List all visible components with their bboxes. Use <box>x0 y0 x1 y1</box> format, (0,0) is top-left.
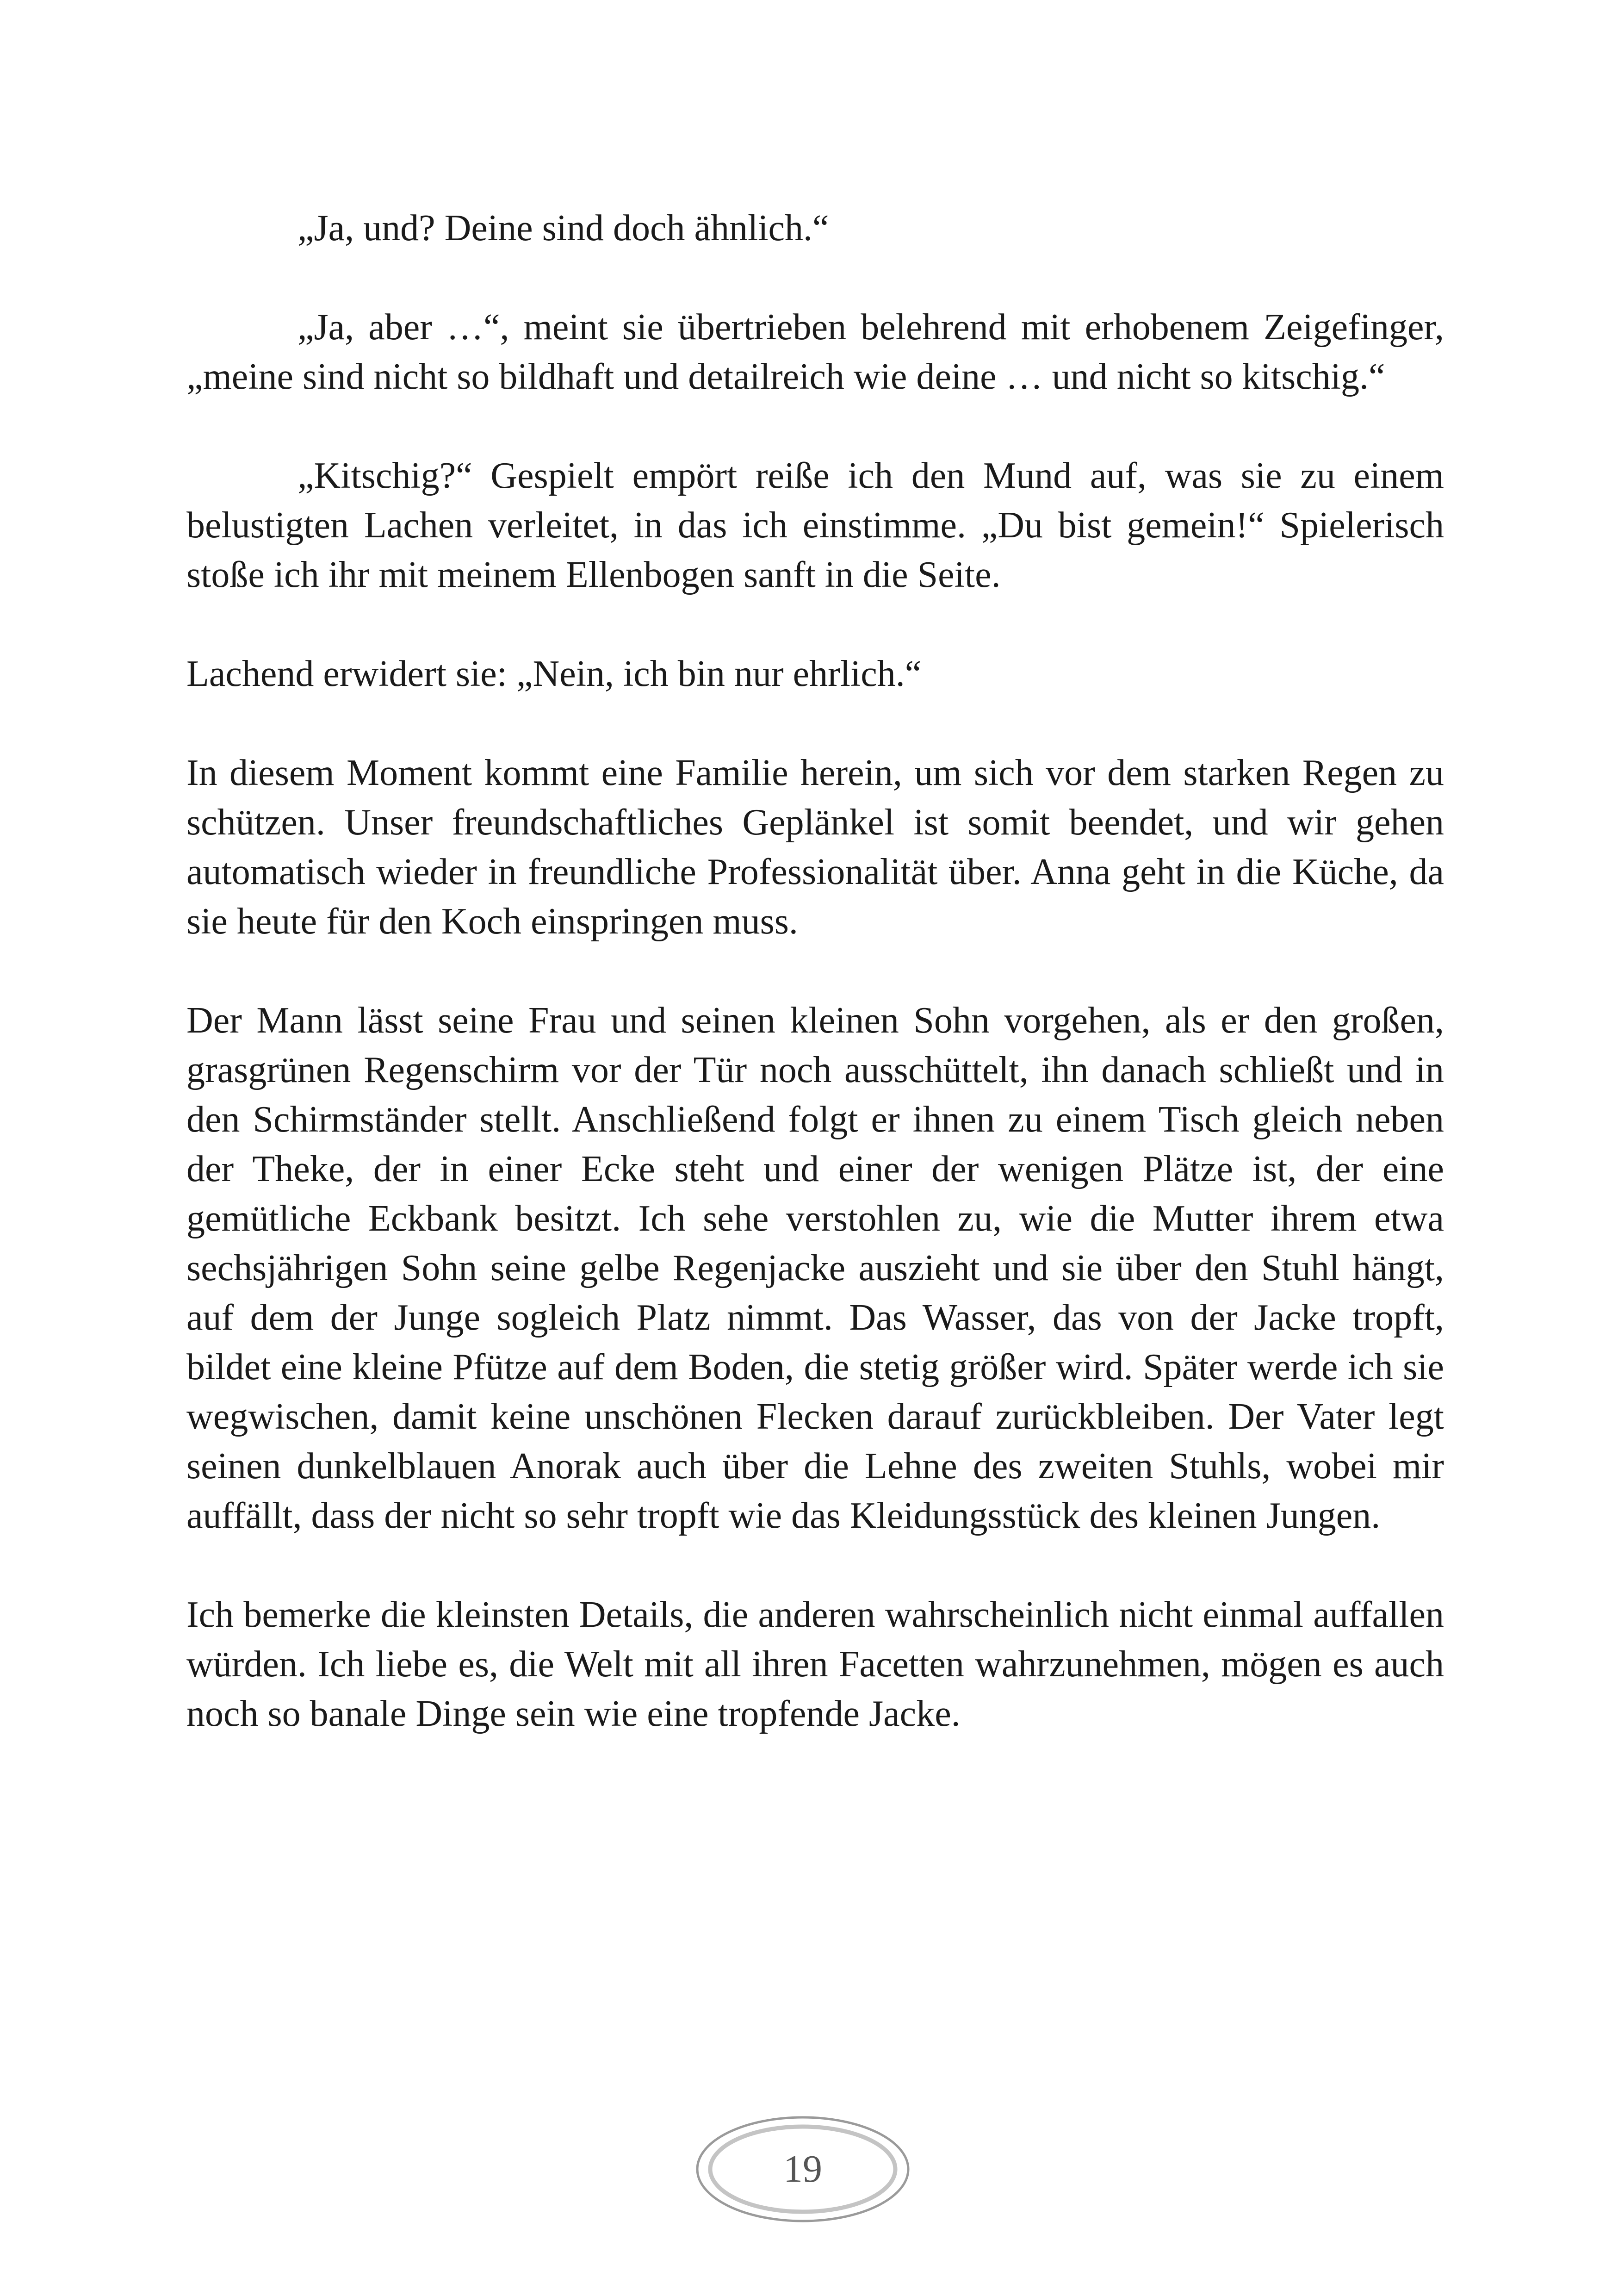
dialogue-paragraph: „Ja, aber …“, meint sie übertrieben belehrend mit erhobenem Zeigefinger, „meine sind nicht so bildhaft und detailreich wie deine … und nicht so kitschig.“ <box>186 307 1444 397</box>
body-paragraph: Der Mann lässt seine Frau und seinen kleinen Sohn vorgehen, als er den großen, grasgrünen Regenschirm vor der Tür noch ausschüttelt, ihn danach schließt und in den Schirmständer stellt. Anschließend folgt er ihnen zu einem Tisch gleich neben der Theke, der in einer Ecke steht und einer der wenigen Plätze ist, der eine gemütliche Eckbank besitzt. Ich sehe verstohlen zu, wie die Mutter ihrem etwa sechsjährigen Sohn seine gelbe Regenjacke auszieht und sie über den Stuhl hängt, auf dem der Junge sogleich Platz nimmt. Das Wasser, das von der Jacke tropft, bildet eine kleine Pfütze auf dem Boden, die stetig größer wird. Später werde ich sie wegwischen, damit keine unschönen Flecken darauf zurückbleiben. Der Vater legt seinen dunkelblauen Anorak auch über die Lehne des zweiten Stuhls, wobei mir auffällt, dass der nicht so sehr tropft wie das Kleidungsstück des kleinen Jungen. <box>186 1000 1444 1536</box>
page-number-badge <box>694 2115 911 2224</box>
page-body <box>186 204 1444 1739</box>
dialogue-paragraph: „Kitschig?“ Gespielt empört reiße ich den Mund auf, was sie zu einem belustigten Lachen verleitet, in das ich einstimme. „Du bist gemein!“ Spielerisch stoße ich ihr mit meinem Ellenbogen sanft in die Seite. <box>186 455 1444 595</box>
page-number: 19 <box>783 2147 822 2190</box>
body-paragraph: In diesem Moment kommt eine Familie herein, um sich vor dem starken Regen zu schützen. Unser freundschaftliches Geplänkel ist somit beendet, und wir gehen automatisch wieder in freundliche Professionalität über. Anna geht in die Küche, da sie heute für den Koch einspringen muss. <box>186 753 1444 942</box>
body-paragraph: Ich bemerke die kleinsten Details, die anderen wahrscheinlich nicht einmal auffallen würden. Ich liebe es, die Welt mit all ihren Facetten wahrzunehmen, mögen es auch noch so banale Dinge sein wie eine tropfende Jacke. <box>186 1594 1444 1734</box>
dialogue-paragraph: „Ja, und? Deine sind doch ähnlich.“ <box>298 208 829 249</box>
body-paragraph: Lachend erwidert sie: „Nein, ich bin nur ehrlich.“ <box>186 653 922 694</box>
